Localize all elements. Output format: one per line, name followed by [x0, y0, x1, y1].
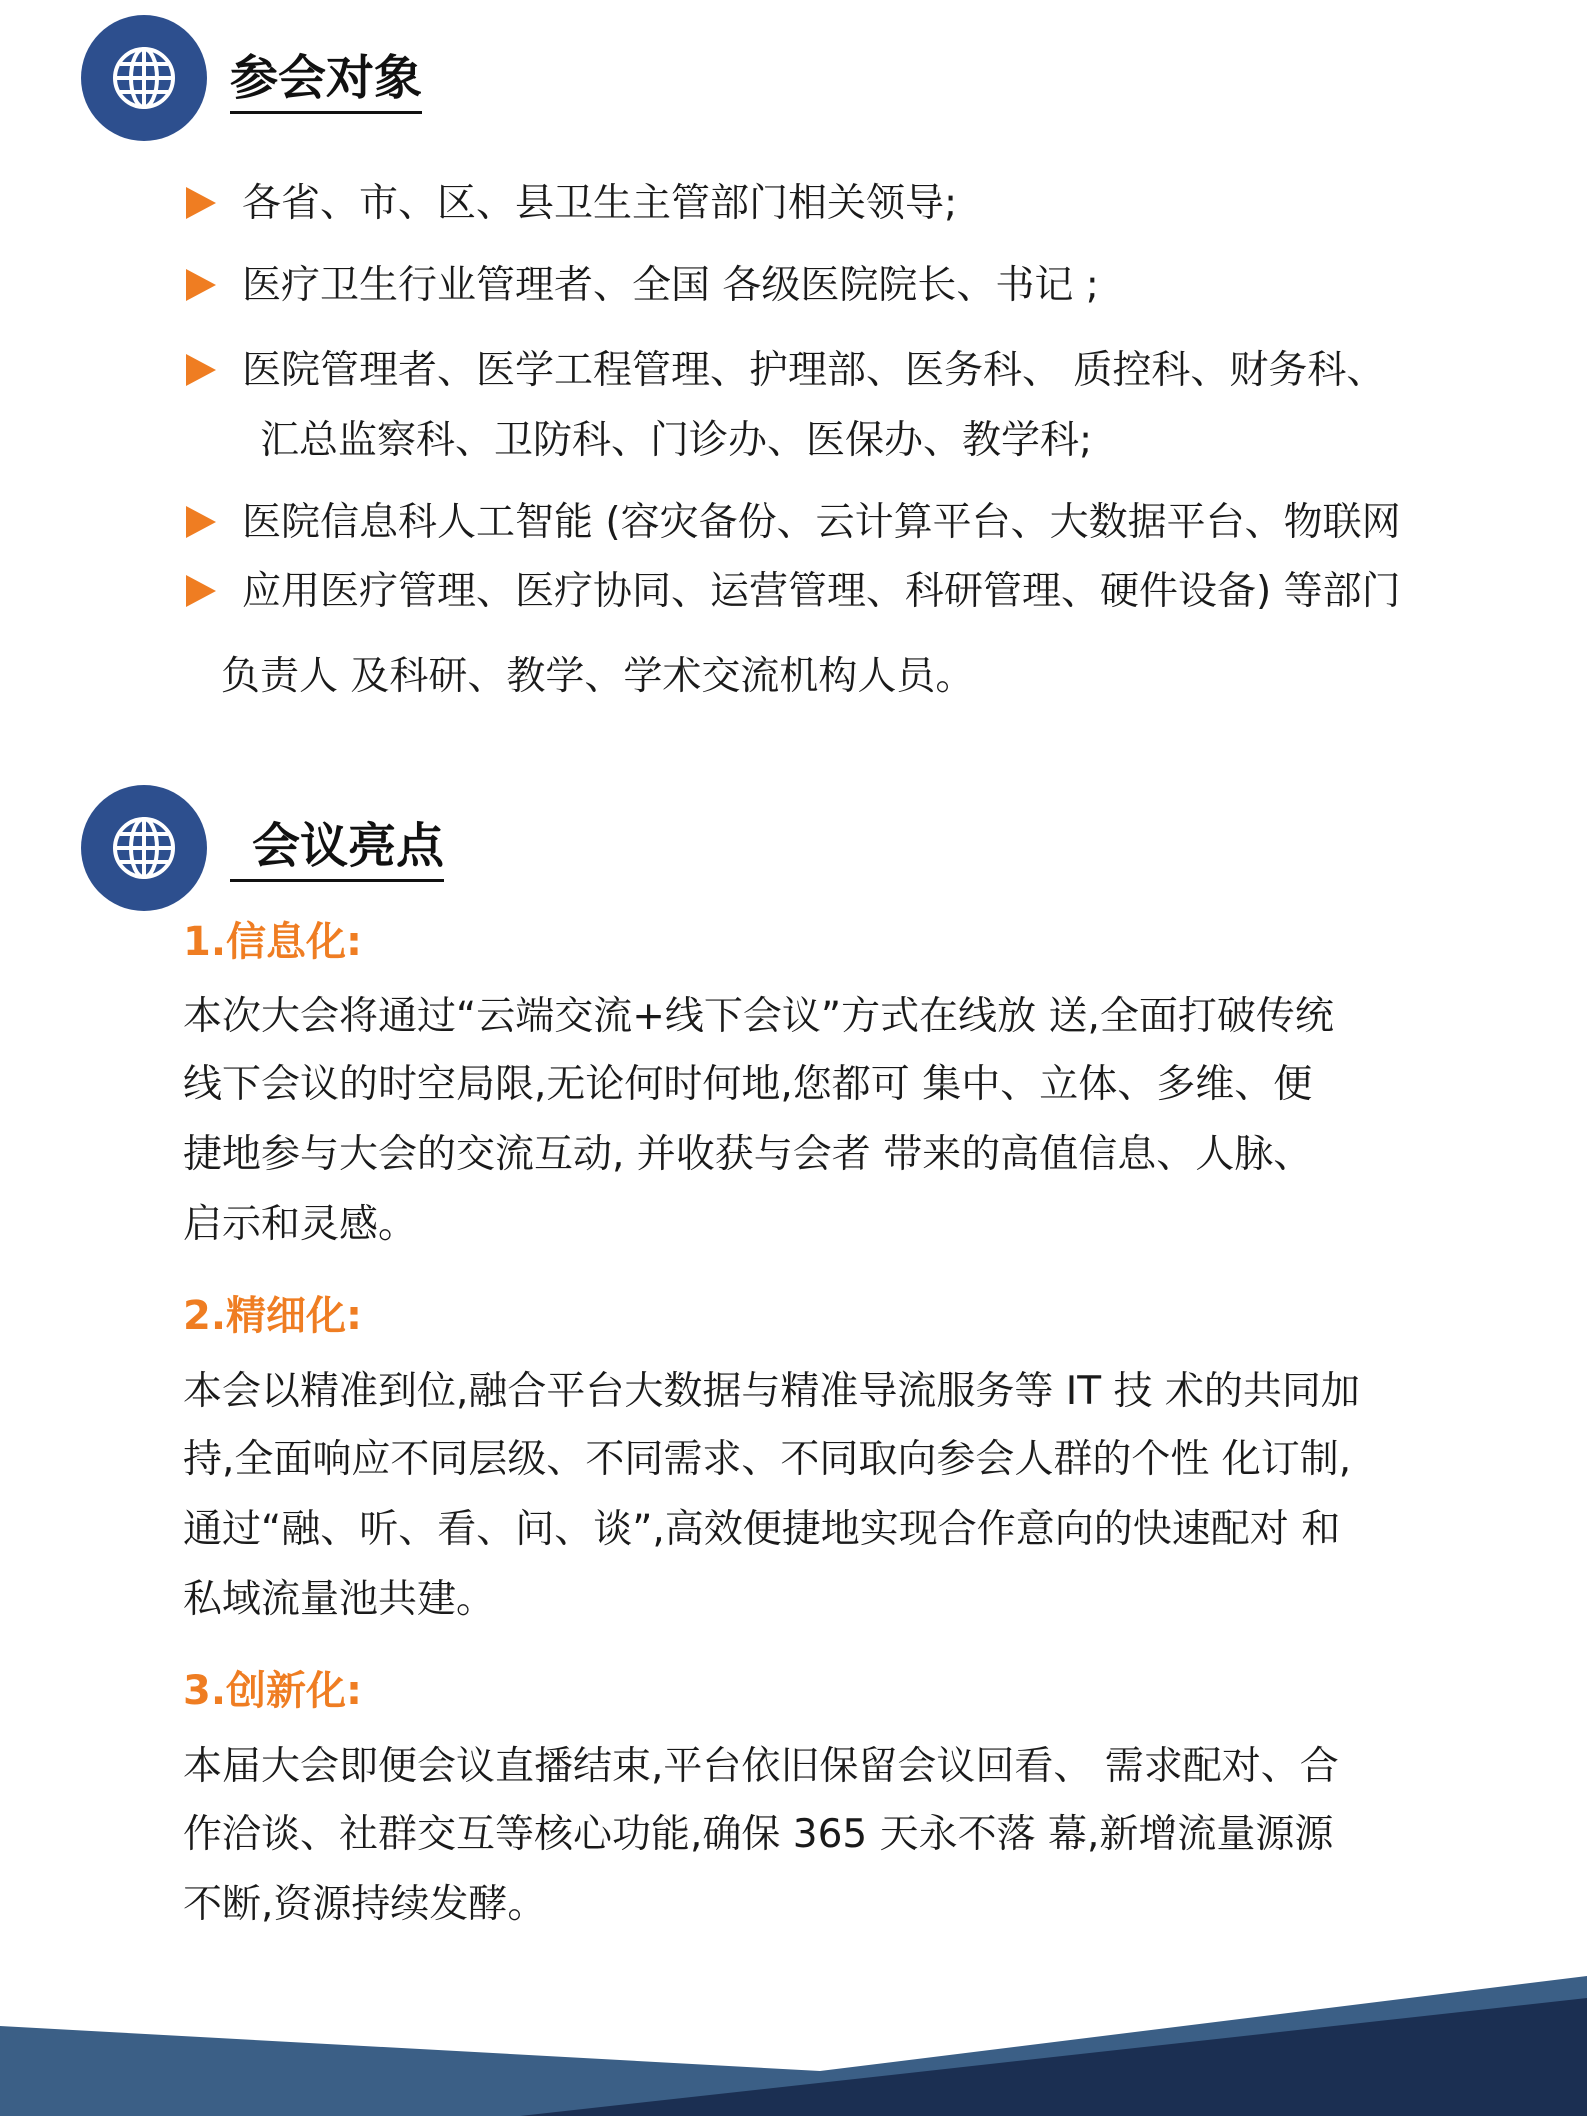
highlight-paragraph-line: 本会以精准到位,融合平台大数据与精准导流服务等 IT 技 术的共同加 — [183, 1369, 1360, 1414]
bullet-arrow-icon — [186, 269, 216, 301]
highlight-paragraph-line: 作洽谈、社群交互等核心功能,确保 365 天永不落 幕,新增流量源源 — [183, 1812, 1334, 1857]
attendee-item: 各省、市、区、县卫生主管部门相关领导; — [242, 181, 958, 226]
bullet-arrow-icon — [186, 575, 216, 607]
highlight-paragraph-line: 私域流量池共建。 — [183, 1577, 496, 1622]
attendee-item: 医院管理者、医学工程管理、护理部、医务科、 质控科、财务科、 — [242, 348, 1386, 393]
bullet-arrow-icon — [186, 187, 216, 219]
highlight-paragraph-line: 不断,资源持续发酵。 — [183, 1882, 547, 1927]
highlight-heading-refinement: 2.精细化: — [183, 1293, 363, 1339]
attendees-globe-badge — [81, 15, 207, 141]
highlight-paragraph-line: 本次大会将通过“云端交流+线下会议”方式在线放 送,全面打破传统 — [183, 994, 1334, 1039]
globe-icon — [111, 815, 177, 881]
highlight-paragraph-line: 本届大会即便会议直播结束,平台依旧保留会议回看、 需求配对、合 — [183, 1744, 1339, 1789]
highlights-section-title-text: 会议亮点 — [252, 818, 445, 874]
highlight-paragraph-line: 通过“融、听、看、问、谈”,高效便捷地实现合作意向的快速配对 和 — [183, 1507, 1341, 1552]
highlight-paragraph-line: 持,全面响应不同层级、不同需求、不同取向参会人群的个性 化订制, — [183, 1437, 1352, 1482]
attendees-section-title: 参会对象 — [230, 52, 422, 114]
globe-icon — [111, 45, 177, 111]
attendee-item: 医疗卫生行业管理者、全国 各级医院院长、书记 ; — [242, 263, 1099, 308]
attendee-item: 应用医疗管理、医疗协同、运营管理、科研管理、硬件设备) 等部门 — [242, 569, 1401, 614]
highlight-paragraph-line: 捷地参与大会的交流互动, 并收获与会者 带来的高值信息、人脉、 — [183, 1132, 1313, 1177]
highlights-section-title — [230, 820, 444, 882]
attendee-item: 医院信息科人工智能 (容灾备份、云计算平台、大数据平台、物联网 — [242, 500, 1401, 545]
highlight-heading-innovation: 3.创新化: — [183, 1668, 363, 1714]
footer-decoration — [0, 1976, 1587, 2116]
bullet-arrow-icon — [186, 354, 216, 386]
highlights-globe-badge — [81, 785, 207, 911]
attendee-item-continuation: 负责人 及科研、教学、学术交流机构人员。 — [221, 654, 975, 699]
highlight-paragraph-line: 启示和灵感。 — [183, 1202, 418, 1247]
highlight-paragraph-line: 线下会议的时空局限,无论何时何地,您都可 集中、立体、多维、便 — [183, 1062, 1313, 1107]
highlight-heading-informatization: 1.信息化: — [183, 919, 363, 965]
attendee-item-continuation: 汇总监察科、卫防科、门诊办、医保办、教学科; — [260, 418, 1093, 463]
bullet-arrow-icon — [186, 506, 216, 538]
